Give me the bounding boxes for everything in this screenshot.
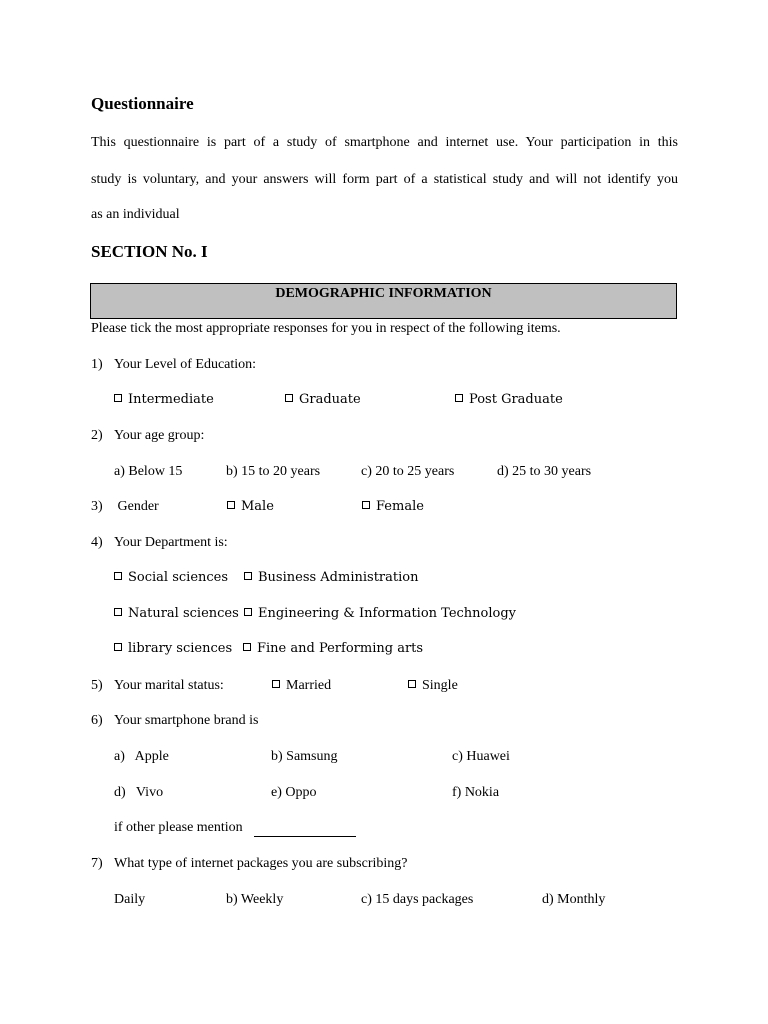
checkbox-icon xyxy=(272,680,280,688)
q4-number: 4) xyxy=(91,535,103,550)
checkbox-icon xyxy=(227,501,235,509)
section-heading: SECTION No. I xyxy=(91,242,208,261)
q7-number: 7) xyxy=(91,856,103,871)
q6-option-vivo[interactable]: d) Vivo xyxy=(114,785,164,800)
q2-option-d[interactable]: d) 25 to 30 years xyxy=(497,464,592,479)
q5-question: Your marital status: xyxy=(114,678,224,693)
checkbox-icon xyxy=(114,394,122,402)
q4-option-social-sciences[interactable] xyxy=(114,570,228,586)
instruction-text: Please tick the most appropriate responses for you in respect of the following items. xyxy=(91,321,561,336)
q1-option-graduate[interactable] xyxy=(285,392,361,408)
checkbox-icon xyxy=(114,643,122,651)
q6-option-apple[interactable]: a) Apple xyxy=(114,749,169,764)
option-label: Business Administration xyxy=(258,570,419,585)
intro-line-1: This questionnaire is part of a study of smartphone and internet use. Your participation in this xyxy=(91,135,678,150)
q3-question: Gender xyxy=(114,499,159,514)
q5-option-single[interactable] xyxy=(408,678,458,694)
checkbox-icon xyxy=(362,501,370,509)
q7-option-daily[interactable]: Daily xyxy=(114,892,146,907)
option-label: Female xyxy=(376,499,424,514)
q6-option-huawei[interactable]: c) Huawei xyxy=(452,749,510,764)
option-label: Engineering & Information Technology xyxy=(258,606,517,621)
q7-option-weekly[interactable]: b) Weekly xyxy=(226,892,284,907)
intro-line-2: study is voluntary, and your answers will form part of a statistical study and will not identify you xyxy=(91,172,678,187)
q4-option-engineering-it[interactable] xyxy=(244,606,516,622)
checkbox-icon xyxy=(243,643,251,651)
option-label: Male xyxy=(241,499,274,514)
q2-number: 2) xyxy=(91,428,103,443)
q6-option-samsung[interactable]: b) Samsung xyxy=(271,749,338,764)
q7-option-15-days[interactable]: c) 15 days packages xyxy=(361,892,474,907)
q4-option-natural-sciences[interactable] xyxy=(114,606,239,622)
q1-option-intermediate[interactable] xyxy=(114,392,214,408)
option-label: Married xyxy=(286,678,332,693)
q2-option-a[interactable]: a) Below 15 xyxy=(114,464,183,479)
q4-option-library-sciences[interactable] xyxy=(114,641,232,657)
option-label: library sciences xyxy=(128,641,233,656)
section-banner xyxy=(90,283,677,319)
q3-option-male[interactable] xyxy=(227,499,274,515)
option-label: Graduate xyxy=(299,392,361,407)
q6-number: 6) xyxy=(91,713,103,728)
checkbox-icon xyxy=(408,680,416,688)
q2-option-c[interactable]: c) 20 to 25 years xyxy=(361,464,455,479)
q2-option-b[interactable]: b) 15 to 20 years xyxy=(226,464,321,479)
q6-option-oppo[interactable]: e) Oppo xyxy=(271,785,317,800)
q1-number: 1) xyxy=(91,357,103,372)
option-label: Single xyxy=(422,678,458,693)
intro-line-3: as an individual xyxy=(91,207,180,222)
checkbox-icon xyxy=(244,572,252,580)
q2-question: Your age group: xyxy=(114,428,205,443)
q7-option-monthly[interactable]: d) Monthly xyxy=(542,892,606,907)
option-label: Fine and Performing arts xyxy=(257,641,424,656)
checkbox-icon xyxy=(285,394,293,402)
page-title: Questionnaire xyxy=(91,94,194,113)
q5-number: 5) xyxy=(91,678,103,693)
option-label: Natural sciences xyxy=(128,606,239,621)
q3-number: 3) xyxy=(91,499,103,514)
q6-other-input-line[interactable] xyxy=(254,836,356,837)
q1-option-post-graduate[interactable] xyxy=(455,392,563,408)
q4-question: Your Department is: xyxy=(114,535,228,550)
q1-question: Your Level of Education: xyxy=(114,357,257,372)
q7-question: What type of internet packages you are subscribing? xyxy=(114,856,408,871)
q6-option-nokia[interactable]: f) Nokia xyxy=(452,785,500,800)
q5-option-married[interactable] xyxy=(272,678,331,694)
option-label: Post Graduate xyxy=(469,392,563,407)
q4-option-business-administration[interactable] xyxy=(244,570,418,586)
checkbox-icon xyxy=(114,608,122,616)
option-label: Social sciences xyxy=(128,570,229,585)
q3-option-female[interactable] xyxy=(362,499,424,515)
q4-option-fine-performing-arts[interactable] xyxy=(243,641,423,657)
checkbox-icon xyxy=(114,572,122,580)
checkbox-icon xyxy=(455,394,463,402)
q6-question: Your smartphone brand is xyxy=(114,713,259,728)
option-label: Intermediate xyxy=(128,392,214,407)
checkbox-icon xyxy=(244,608,252,616)
q6-other-label: if other please mention xyxy=(114,820,243,835)
banner-label: DEMOGRAPHIC INFORMATION xyxy=(275,286,492,301)
